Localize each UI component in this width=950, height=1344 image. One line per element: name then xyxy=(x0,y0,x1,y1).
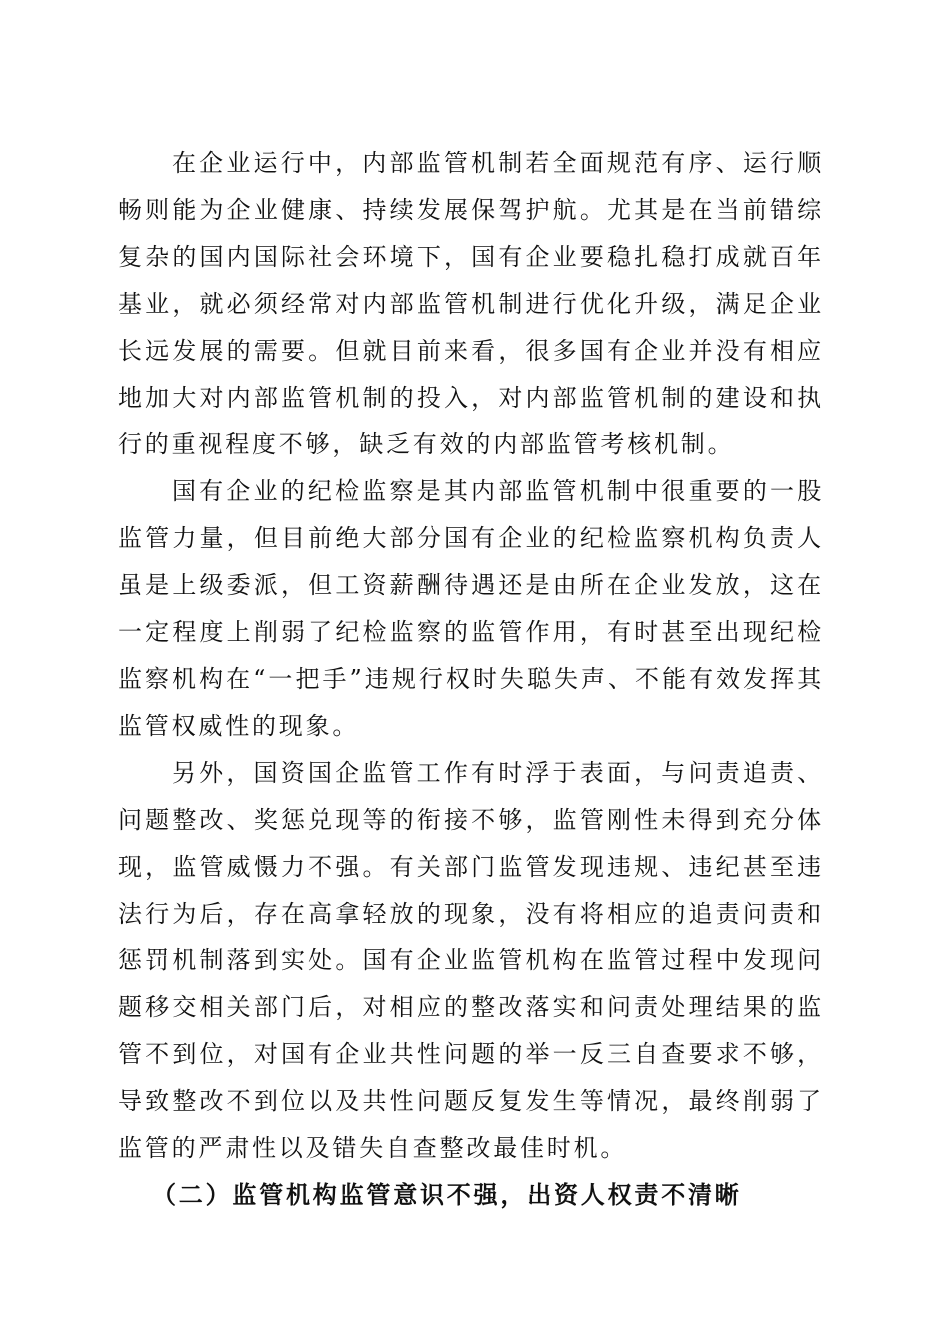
section-heading: （二）监管机构监管意识不强，出资人权责不清晰 xyxy=(152,1179,742,1209)
paragraph-discipline-inspection: 国有企业的纪检监察是其内部监管机制中很重要的一股监管力量，但目前绝大部分国有企业的纪检监察机构负责人虽是上级委派，但工资薪酬待遇还是由所在企业发放，这在一定程度上削弱了纪检监察的监管作用，有时甚至出现纪检监察机构在“一把手”违规行权时失聪失声、不能有效发挥其监管权威性的现象。 xyxy=(118,477,824,740)
paragraph-internal-supervision: 在企业运行中，内部监管机制若全面规范有序、运行顺畅则能为企业健康、持续发展保驾护航。尤其是在当前错综复杂的国内国际社会环境下，国有企业要稳扎稳打成就百年基业，就必须经常对内部监管机制进行优化升级，满足企业长远发展的需要。但就目前来看，很多国有企业并没有相应地加大对内部监管机制的投入，对内部监管机制的建设和执行的重视程度不够，缺乏有效的内部监管考核机制。 xyxy=(118,149,824,459)
document-body xyxy=(118,140,824,1219)
paragraph-accountability: 另外，国资国企监管工作有时浮于表面，与问责追责、问题整改、奖惩兑现等的衔接不够，监管刚性未得到充分体现，监管威慑力不强。有关部门监管发现违规、违纪甚至违法行为后，存在高拿轻放的现象，没有将相应的追责问责和惩罚机制落到实处。国有企业监管机构在监管过程中发现问题移交相关部门后，对相应的整改落实和问责处理结果的监管不到位，对国有企业共性问题的举一反三自查要求不够，导致整改不到位以及共性问题反复发生等情况，最终削弱了监管的严肃性以及错失自查整改最佳时机。 xyxy=(118,758,824,1163)
